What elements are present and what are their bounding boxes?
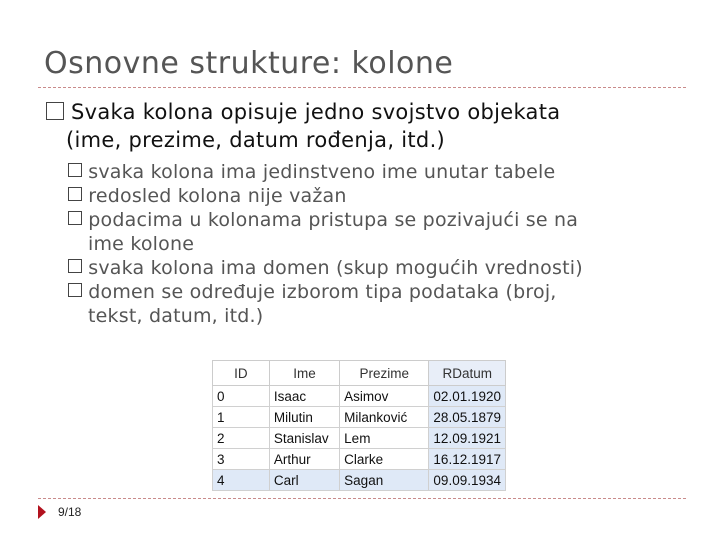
column-header-prezime[interactable]: Prezime (340, 361, 429, 386)
column-header-rdatum[interactable]: RDatum (429, 361, 506, 386)
main-bullet-text-cont: (ime, prezime, datum rođenja, itd.) (66, 128, 446, 152)
data-table (212, 360, 506, 491)
cell-ime[interactable]: Arthur (269, 449, 339, 470)
cell-prezime[interactable]: Clarke (340, 449, 429, 470)
sub-bullet-text: domen se određuje izborom tipa podataka (broj, (88, 281, 557, 303)
table-header-row (213, 361, 506, 386)
slide-title: Osnovne strukture: kolone (44, 46, 454, 81)
cell-prezime[interactable]: Asimov (340, 386, 429, 407)
sub-bullet (68, 184, 688, 208)
cell-rdatum[interactable]: 16.12.1917 (429, 449, 506, 470)
cell-prezime[interactable]: Sagan (340, 470, 429, 491)
cell-rdatum[interactable]: 12.09.1921 (429, 428, 506, 449)
cell-id[interactable]: 2 (213, 428, 270, 449)
sub-bullet-text: redosled kolona nije važan (88, 185, 347, 207)
cell-rdatum[interactable]: 09.09.1934 (429, 470, 506, 491)
sub-bullet (68, 280, 688, 328)
cell-ime[interactable]: Isaac (269, 386, 339, 407)
page-marker-icon (38, 505, 46, 519)
table-row[interactable] (213, 386, 506, 407)
footer-divider (38, 498, 686, 499)
sub-bullet (68, 256, 688, 280)
cell-id[interactable]: 4 (213, 470, 270, 491)
table-row[interactable] (213, 470, 506, 491)
bullet-square-icon (68, 211, 82, 225)
main-bullet (46, 98, 686, 154)
main-bullet-text: Svaka kolona opisuje jedno svojstvo objekata (70, 100, 561, 124)
cell-id[interactable]: 0 (213, 386, 270, 407)
bullet-square-icon (68, 163, 82, 177)
table-row[interactable] (213, 449, 506, 470)
cell-ime[interactable]: Milutin (269, 407, 339, 428)
sub-bullet-list (68, 160, 688, 328)
sub-bullet-text-cont: ime kolone (88, 233, 195, 255)
cell-id[interactable]: 1 (213, 407, 270, 428)
sub-bullet (68, 160, 688, 184)
page-number: 9/18 (58, 505, 82, 519)
column-header-ime[interactable]: Ime (269, 361, 339, 386)
cell-prezime[interactable]: Lem (340, 428, 429, 449)
cell-rdatum[interactable]: 28.05.1879 (429, 407, 506, 428)
title-divider (38, 87, 686, 88)
column-header-id[interactable]: ID (213, 361, 270, 386)
bullet-square-icon (46, 102, 64, 120)
bullet-square-icon (68, 283, 82, 297)
sub-bullet-text-cont: tekst, datum, itd.) (88, 305, 264, 327)
bullet-square-icon (68, 187, 82, 201)
sub-bullet-text: podacima u kolonama pristupa se pozivajući se na (88, 209, 579, 231)
cell-rdatum[interactable]: 02.01.1920 (429, 386, 506, 407)
sub-bullet-text: svaka kolona ima jedinstveno ime unutar tabele (88, 161, 556, 183)
cell-ime[interactable]: Stanislav (269, 428, 339, 449)
bullet-square-icon (68, 259, 82, 273)
table-row[interactable] (213, 428, 506, 449)
sub-bullet-text: svaka kolona ima domen (skup mogućih vrednosti) (88, 257, 583, 279)
cell-ime[interactable]: Carl (269, 470, 339, 491)
cell-prezime[interactable]: Milanković (340, 407, 429, 428)
table-row[interactable] (213, 407, 506, 428)
sub-bullet (68, 208, 688, 256)
cell-id[interactable]: 3 (213, 449, 270, 470)
